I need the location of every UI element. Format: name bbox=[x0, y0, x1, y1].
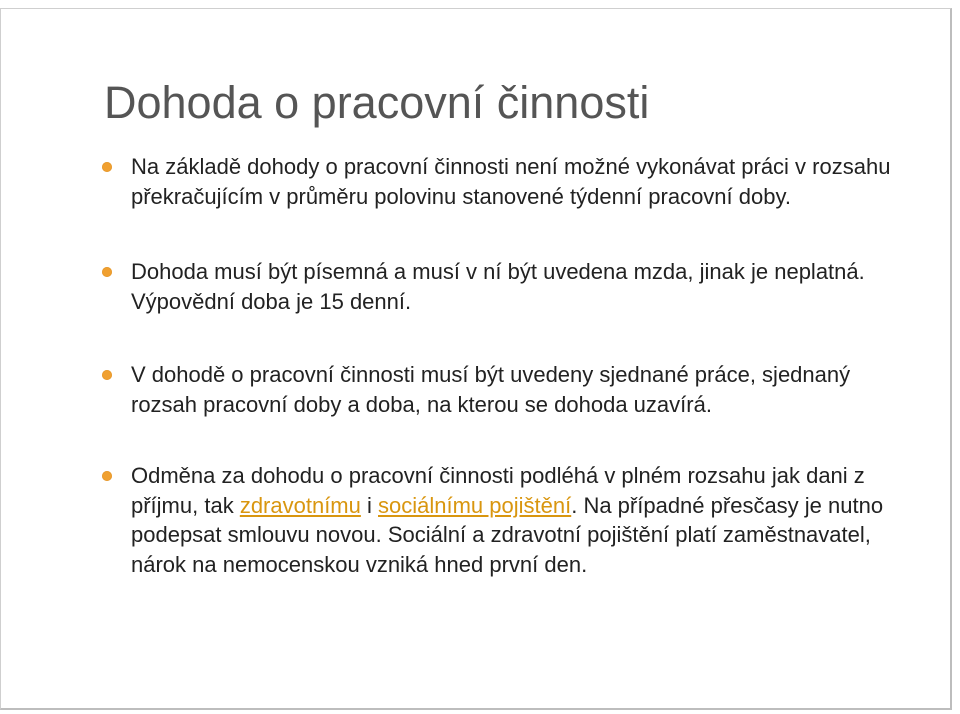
bullet-text-between: i bbox=[360, 492, 378, 518]
bullet-dot-icon bbox=[102, 162, 112, 172]
bullet-item-content bbox=[102, 360, 902, 419]
bullet-text: V dohodě o pracovní činnosti musí být uvedeny sjednané práce, sjednaný rozsah pracovní doby a doba, na kterou se dohoda uzavírá. bbox=[131, 362, 851, 417]
link-zdravotnimu[interactable]: zdravotnímu bbox=[239, 492, 361, 518]
bullet-text: Dohoda musí být písemná a musí v ní být uvedena mzda, jinak je neplatná. Výpovědní doba je 15 denní. bbox=[131, 259, 865, 314]
bullet-item-remuneration bbox=[102, 461, 902, 579]
bullet-dot-icon bbox=[102, 267, 112, 277]
bullet-text-after: . Na případné přesčasy je nutno podepsat smlouvu novou. Sociální a zdravotní pojištění platí zaměstnavatel, nárok na nemocenskou vzniká hned první den. bbox=[131, 492, 884, 577]
bullet-dot-icon bbox=[102, 370, 112, 380]
bullet-dot-icon bbox=[102, 471, 112, 481]
link-socialnimu-pojisteni[interactable]: sociálnímu pojištění bbox=[378, 492, 572, 518]
bullet-list bbox=[102, 152, 902, 579]
bullet-item-form bbox=[102, 257, 902, 316]
slide-title: Dohoda o pracovní činnosti bbox=[104, 77, 650, 128]
bullet-item-limit bbox=[102, 152, 902, 211]
bullet-text: Na základě dohody o pracovní činnosti není možné vykonávat práci v rozsahu překračujícím v průměru polovinu stanovené týdenní pracovní doby. bbox=[131, 154, 891, 209]
bullet-text-before: Odměna za dohodu o pracovní činnosti podléhá v plném rozsahu jak dani z příjmu, tak bbox=[131, 463, 865, 518]
